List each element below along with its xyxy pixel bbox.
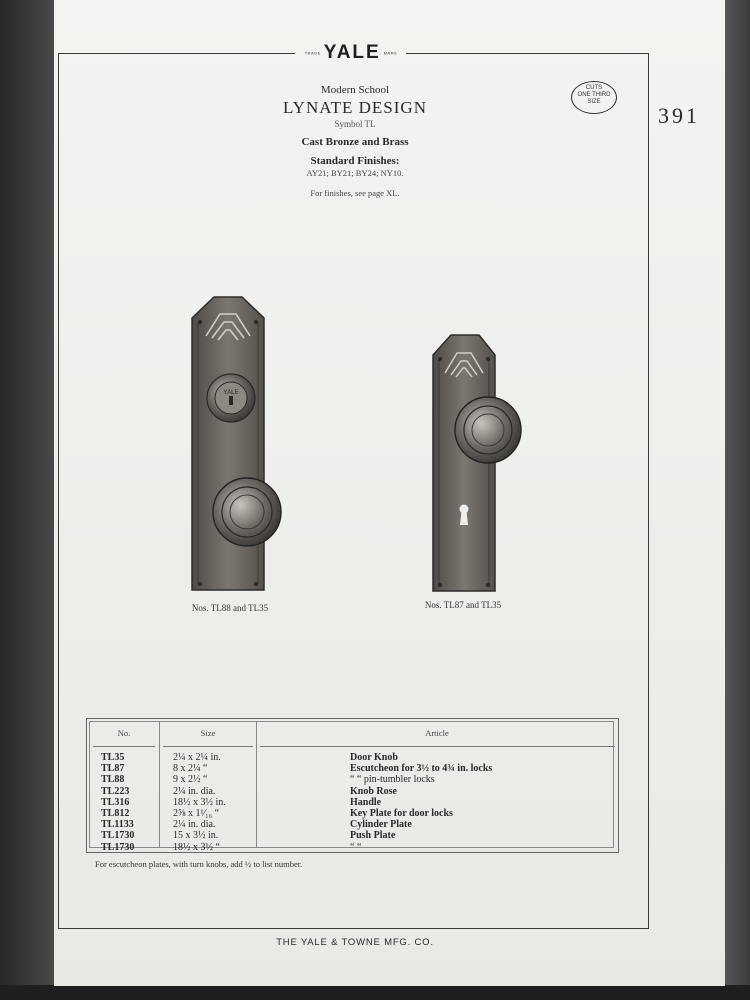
finishes-heading: Standard Finishes: <box>310 155 400 167</box>
header-rule-size <box>163 746 253 747</box>
svg-text:YALE: YALE <box>223 390 239 396</box>
table-cell-article: “ “ pin-tumbler locks <box>350 774 435 786</box>
subheading: Modern School <box>320 84 390 96</box>
finishes-note: For finishes, see page XL. <box>310 188 400 198</box>
cuts-one-third-size-stamp <box>571 81 617 114</box>
header-size: Size <box>200 728 216 738</box>
figure-caption-2: Nos. TL87 and TL35 <box>424 600 502 610</box>
brand-name: YALE <box>323 42 381 63</box>
table-cell-article: Knob Rose <box>350 785 397 797</box>
header-rule-article <box>260 746 615 747</box>
frame-top-left-rule <box>58 53 295 54</box>
header-no: No. <box>117 728 131 738</box>
symbol-label: Symbol TL <box>334 119 376 129</box>
page-number: 391 <box>658 103 700 128</box>
table-cell-size: 2¼ in. dia. <box>173 785 216 797</box>
frame-top-right-rule <box>406 53 649 54</box>
finishes-codes: AY21; BY21; BY24; NY10. <box>306 168 404 178</box>
header-rule-no <box>93 746 155 747</box>
page-title: LYNATE DESIGN <box>283 98 427 117</box>
yale-logo <box>296 42 406 66</box>
table-cell-size: 8 x 2¼ “ <box>173 763 208 775</box>
table-cell-size: 18½ x 3½ in. <box>173 796 226 808</box>
table-cell-size: 2¼ in. dia. <box>173 819 216 831</box>
table-cell-no: TL1730 <box>101 841 135 853</box>
cuts-line-1: CUTS <box>585 85 603 91</box>
table-cell-article: Key Plate for door locks <box>350 807 453 819</box>
table-cell-size: 18½ x 3½ “ <box>173 841 220 853</box>
photo-bezel-left <box>0 0 56 1000</box>
table-cell-no: TL1730 <box>101 830 135 842</box>
escutcheon-tl87-illustration <box>425 333 530 595</box>
table-cell-article: Escutcheon for 3½ to 4¾ in. locks <box>350 763 493 775</box>
photo-bezel-right <box>724 0 750 1000</box>
photo-bezel-bottom <box>0 985 750 1000</box>
table-cell-no: TL88 <box>101 774 125 786</box>
table-cell-size: 15 x 3½ in. <box>173 830 219 842</box>
table-cell-size: 2⅝ x 1¹⁄₁₆ “ <box>173 807 220 819</box>
table-cell-article: Push Plate <box>350 830 396 842</box>
table-cell-article: Handle <box>350 796 382 808</box>
table-cell-article: Door Knob <box>350 752 398 763</box>
table-cell-no: TL87 <box>101 763 125 775</box>
header-article: Article <box>425 728 449 738</box>
column-no <box>101 752 161 853</box>
table-cell-no: TL812 <box>101 807 130 819</box>
figure-caption-1: Nos. TL88 and TL35 <box>191 603 269 613</box>
table-cell-article: Cylinder Plate <box>350 819 412 831</box>
table-cell-no: TL316 <box>101 796 130 808</box>
table-footnote: For escutcheon plates, with turn knobs, add ½ to list number. <box>95 859 303 869</box>
trademark-left: TRADE <box>304 50 321 56</box>
table-cell-no: TL223 <box>101 785 130 797</box>
material-label: Cast Bronze and Brass <box>301 136 409 148</box>
table-cell-size: 9 x 2½ “ <box>173 774 208 786</box>
publisher-footer: THE YALE & TOWNE MFG. CO. <box>276 937 434 948</box>
trademark-right: MARK <box>383 50 398 56</box>
table-cell-article: “ “ <box>350 841 362 853</box>
escutcheon-tl88-illustration <box>180 292 290 592</box>
column-size <box>173 752 258 853</box>
table-cell-size: 2¼ x 2¼ in. <box>173 752 221 763</box>
cuts-line-2: ONE THIRD <box>577 92 611 98</box>
table-cell-no: TL1133 <box>101 819 134 831</box>
table-cell-no: TL35 <box>101 752 125 763</box>
door-knob-icon <box>213 478 281 546</box>
column-article <box>350 752 610 853</box>
door-knob-icon <box>455 397 521 463</box>
cuts-line-3: SIZE <box>587 99 601 105</box>
